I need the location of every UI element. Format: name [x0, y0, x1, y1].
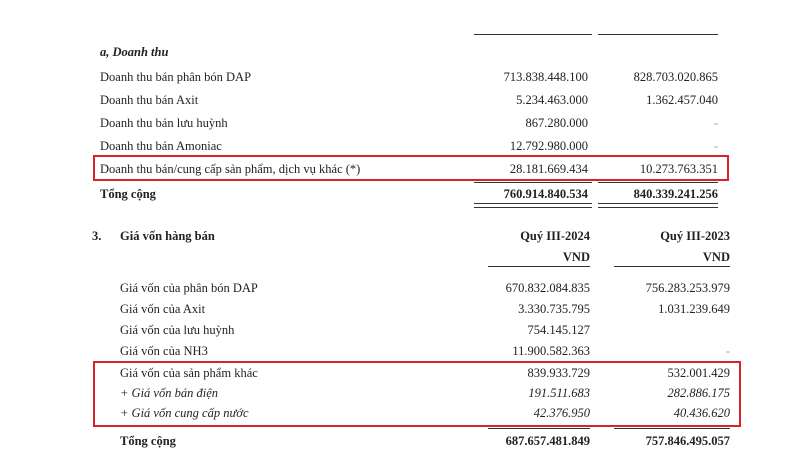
- revenue-row-value-other-2023: 10.273.763.351: [639, 162, 718, 176]
- revenue-row-value-sulfur-2023: -: [713, 116, 718, 130]
- cogs-row-label-water: + Giá vốn cung cấp nước: [120, 406, 249, 420]
- cogs-row-value-sulfur-2024: 754.145.127: [527, 323, 590, 337]
- cogs-row-value-dap-2024: 670.832.084.835: [505, 281, 590, 295]
- revenue-row-label-dap: Doanh thu bán phân bón DAP: [100, 70, 252, 84]
- col1-header: Quý III-2024: [520, 229, 590, 243]
- revenue-total-top-rule-col1: [474, 182, 592, 183]
- revenue-row-value-dap-2024: 713.838.448.100: [503, 70, 588, 84]
- cogs-row-value-axit-2024: 3.330.735.795: [518, 302, 590, 316]
- section-3-number: 3.: [92, 229, 102, 243]
- revenue-row-value-axit-2023: 1.362.457.040: [646, 93, 718, 107]
- highlight-box-cogs-other: [93, 361, 741, 427]
- revenue-row-value-other-2024: 28.181.669.434: [509, 162, 588, 176]
- cogs-row-value-other-2024: 839.933.729: [527, 366, 590, 380]
- revenue-row-label-sulfur: Doanh thu bán lưu huỳnh: [100, 116, 228, 130]
- revenue-total-label: Tổng cộng: [100, 187, 156, 201]
- revenue-total-bottom-rule-col2: [598, 203, 718, 208]
- cogs-row-value-nh3-2024: 11.900.582.363: [512, 344, 590, 358]
- cogs-row-value-electricity-2024: 191.511.683: [528, 386, 590, 400]
- revenue-row-value-sulfur-2024: 867.280.000: [525, 116, 588, 130]
- cogs-total-2023: 757.846.495.057: [645, 434, 730, 448]
- col1-unit: VND: [562, 250, 590, 264]
- revenue-total-top-rule-col2: [598, 182, 718, 183]
- cogs-row-value-axit-2023: 1.031.239.649: [658, 302, 730, 316]
- cogs-row-value-water-2024: 42.376.950: [533, 406, 590, 420]
- revenue-total-2024: 760.914.840.534: [503, 187, 588, 201]
- revenue-row-value-ammonia-2024: 12.792.980.000: [509, 139, 588, 153]
- unit-rule-col2: [614, 266, 730, 267]
- top-rule-col2: [598, 34, 718, 35]
- highlight-box-revenue-other: [93, 155, 729, 181]
- cogs-row-label-electricity: + Giá vốn bán điện: [120, 386, 219, 400]
- revenue-row-value-dap-2023: 828.703.020.865: [633, 70, 718, 84]
- cogs-row-value-other-2023: 532.001.429: [667, 366, 730, 380]
- section-3-heading: Giá vốn hàng bán: [120, 229, 215, 243]
- cogs-row-label-nh3: Giá vốn của NH3: [120, 344, 208, 358]
- cogs-row-label-dap: Giá vốn của phân bón DAP: [120, 281, 258, 295]
- cogs-total-2024: 687.657.481.849: [505, 434, 590, 448]
- cogs-total-top-rule-col1: [488, 428, 590, 429]
- col2-unit: VND: [702, 250, 730, 264]
- unit-rule-col1: [488, 266, 590, 267]
- cogs-row-label-other: Giá vốn của sản phẩm khác: [120, 366, 258, 380]
- revenue-row-value-ammonia-2023: -: [713, 139, 718, 153]
- cogs-row-value-nh3-2023: -: [725, 344, 730, 358]
- revenue-row-label-ammonia: Doanh thu bán Amoniac: [100, 139, 222, 153]
- cogs-row-label-axit: Giá vốn của Axit: [120, 302, 206, 316]
- cogs-row-label-sulfur: Giá vốn của lưu huỳnh: [120, 323, 235, 337]
- col2-header: Quý III-2023: [660, 229, 730, 243]
- cogs-total-label: Tổng cộng: [120, 434, 176, 448]
- top-rule-col1: [474, 34, 592, 35]
- cogs-row-value-water-2023: 40.436.620: [673, 406, 730, 420]
- revenue-row-label-axit: Doanh thu bán Axit: [100, 93, 199, 107]
- revenue-row-label-other: Doanh thu bán/cung cấp sản phẩm, dịch vụ khác (*): [100, 162, 361, 176]
- cogs-total-top-rule-col2: [614, 428, 730, 429]
- section-a-heading: a, Doanh thu: [100, 45, 169, 59]
- revenue-total-bottom-rule-col1: [474, 203, 592, 208]
- revenue-row-value-axit-2024: 5.234.463.000: [516, 93, 588, 107]
- revenue-total-2023: 840.339.241.256: [633, 187, 718, 201]
- cogs-row-value-electricity-2023: 282.886.175: [667, 386, 730, 400]
- cogs-row-value-dap-2023: 756.283.253.979: [645, 281, 730, 295]
